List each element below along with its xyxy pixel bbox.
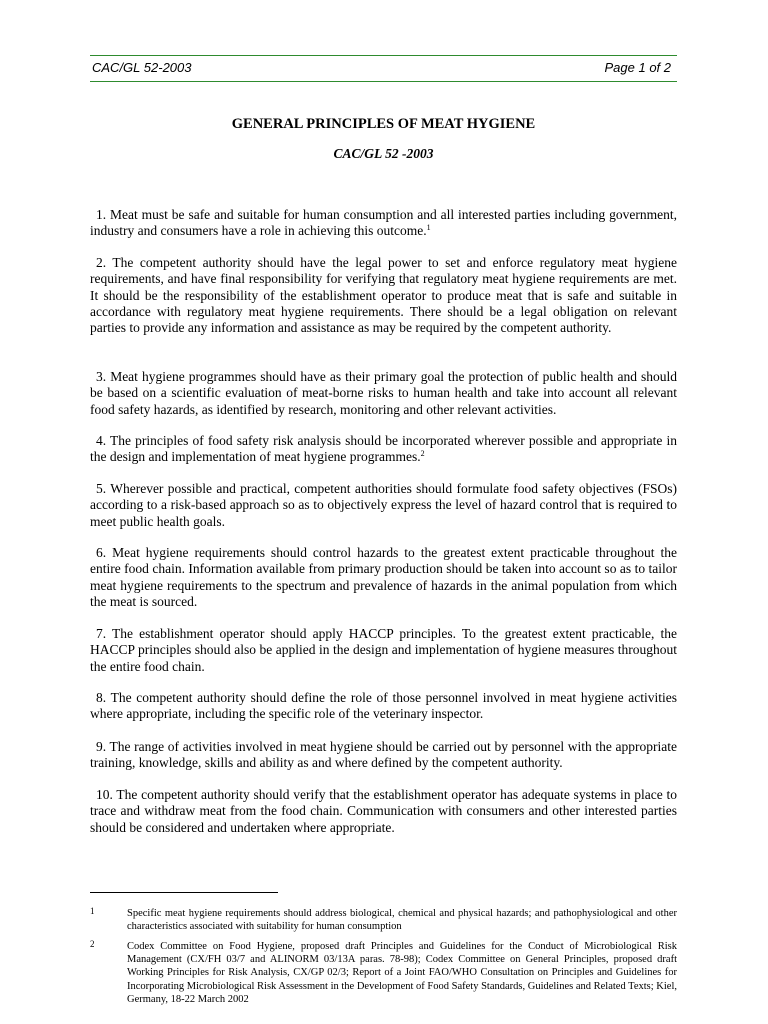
paragraph-6 — [90, 545, 677, 610]
paragraph-number: 3. — [96, 369, 107, 384]
paragraph-3 — [90, 369, 677, 418]
paragraph-8 — [90, 690, 677, 723]
paragraph-text: The establishment operator should apply HACCP principles. To the greatest extent practicable, the HACCP principles should also be applied in the design and implementation of hygiene measures throughout the entire food chain. — [90, 626, 677, 674]
footnote-ref-2: 2 — [420, 449, 425, 459]
footnote-number: 1 — [90, 906, 95, 916]
paragraph-text: Meat must be safe and suitable for human consumption and all interested parties including government, industry and consumers have a role in achieving this outcome. — [90, 207, 678, 239]
document-title: GENERAL PRINCIPLES OF MEAT HYGIENE — [231, 116, 536, 132]
paragraph-text: Wherever possible and practical, competent authorities should formulate food safety objectives (FSOs) according to a risk-based approach so as to objectively express the level of hazard control that is required to meet public health goals. — [90, 481, 677, 529]
header-bottom-rule — [90, 81, 677, 82]
document-subtitle: CAC/GL 52 -2003 — [333, 146, 434, 161]
paragraph-text: The competent authority should define the role of those personnel involved in meat hygiene activities where appropriate, including the specific role of the veterinary inspector. — [90, 690, 677, 722]
paragraph-number: 5. — [96, 481, 107, 496]
paragraph-text: Meat hygiene requirements should control hazards to the greatest extent practicable throughout the entire food chain. Information available from primary production should be taken into account so as to tailor meat hygiene requirements to the spectrum and prevalence of hazards in the animal population from which the meat is sourced. — [90, 545, 677, 609]
paragraph-text: The competent authority should have the legal power to set and enforce regulatory meat hygiene requirements, and have final responsibility for verifying that regulatory meat hygiene requirements are met. It should be the responsibility of the establishment operator to produce meat that is safe and suitable in accordance with regulatory meat hygiene requirements. There should be a legal obligation on relevant parties to provide any information and assistance as may be required by the competent authority. — [90, 255, 677, 336]
footnote-2: Codex Committee on Food Hygiene, proposed draft Principles and Guidelines for the Conduct of Microbiological Risk Management (CX/FH 03/7 and ALINORM 03/13A paras. 78-98); Codex Committee on General Principles, proposed draft Working Principles for Risk Analysis, CX/GP 02/3; Report of a Joint FAO/WHO Consultation on Principles and Guidelines for Incorporating Microbiological Risk Assessment in the Development of Food Safety Standards, Guidelines and Related Texts; Kiel, Germany, 18-22 March 2002 — [127, 941, 677, 1005]
paragraph-7 — [90, 626, 677, 675]
paragraph-10 — [90, 787, 677, 836]
paragraph-number: 4. — [96, 433, 107, 448]
paragraph-number: 7. — [96, 626, 107, 641]
paragraph-text: Meat hygiene programmes should have as their primary goal the protection of public health and should be based on a scientific evaluation of meat-borne risks to human health and take into account all relevant food safety hazards, as identified by research, monitoring and other relevant activities. — [90, 369, 678, 417]
paragraph-number: 10. — [96, 787, 113, 802]
paragraph-number: 2. — [96, 255, 107, 270]
header-top-rule — [90, 55, 677, 56]
footnote-separator — [90, 892, 278, 893]
paragraph-text: The competent authority should verify that the establishment operator has adequate systems in place to trace and withdraw meat from the food chain. Communication with consumers and other interested parties should be considered and undertaken where appropriate. — [90, 787, 677, 835]
footnote-number: 2 — [90, 939, 95, 949]
paragraph-4 — [90, 433, 677, 466]
paragraph-2 — [90, 255, 677, 336]
footnote-ref-1: 1 — [426, 223, 431, 233]
paragraph-9 — [90, 739, 677, 772]
paragraph-text: The range of activities involved in meat hygiene should be carried out by personnel with the appropriate training, knowledge, skills and ability as and where defined by the competent authority. — [90, 739, 677, 771]
page-number: Page 1 of 2 — [604, 60, 671, 75]
document-code: CAC/GL 52-2003 — [92, 60, 192, 75]
paragraph-5 — [90, 481, 677, 530]
paragraph-number: 9. — [96, 739, 107, 754]
paragraph-number: 8. — [96, 690, 107, 705]
paragraph-1 — [90, 207, 677, 240]
paragraph-number: 1. — [96, 207, 107, 222]
paragraph-number: 6. — [96, 545, 107, 560]
footnote-1: Specific meat hygiene requirements should address biological, chemical and physical hazards; and pathophysiological and other characteristics associated with suitability for human consumption — [127, 908, 677, 933]
paragraph-text: The principles of food safety risk analysis should be incorporated wherever possible and appropriate in the design and implementation of meat hygiene programmes. — [90, 433, 677, 465]
